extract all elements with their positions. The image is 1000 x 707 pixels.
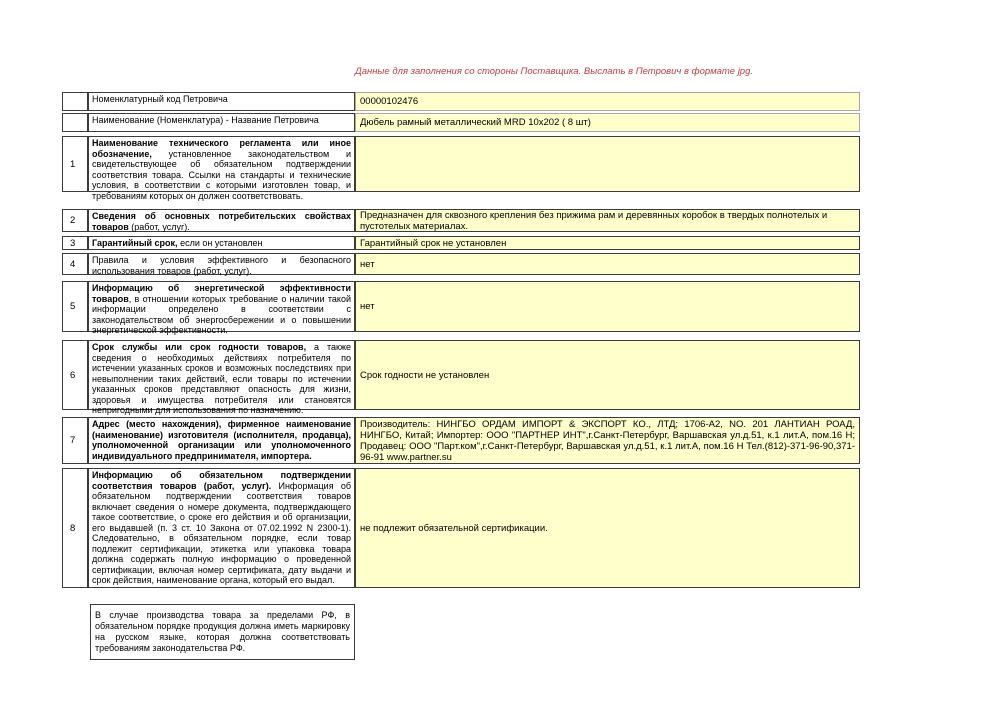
row-number-cell: 5 bbox=[62, 281, 88, 332]
value-field-consumer-properties[interactable] bbox=[355, 209, 860, 232]
row-label-bold: Адрес (место нахождения), фирменное наименование (наименование) изготовителя (исполнителя, продавца), уполномоченной организации или уполномоченного индивидуального предпринимателя, импортера. bbox=[92, 419, 351, 461]
row-usage-rules bbox=[62, 253, 860, 275]
value-text: нет bbox=[360, 258, 375, 270]
row-label-text: Номенклатурный код Петровича bbox=[92, 94, 228, 104]
row-conformity-confirmation bbox=[62, 468, 860, 588]
value-text: не подлежит обязательной сертификации. bbox=[360, 522, 548, 534]
value-text: Срок годности не установлен bbox=[360, 369, 490, 381]
value-text: нет bbox=[360, 301, 375, 312]
row-label-bold: Информацию об обязательном подтверждении соответствия товаров (работ, услуг). bbox=[92, 470, 351, 491]
row-label-bold: Гарантийный срок, bbox=[92, 238, 178, 248]
row-label bbox=[88, 281, 355, 335]
row-energy-efficiency bbox=[62, 281, 860, 335]
value-field-energy-efficiency[interactable] bbox=[355, 281, 860, 332]
row-warranty-period bbox=[62, 236, 860, 250]
row-label bbox=[88, 417, 355, 464]
row-number-cell: 4 bbox=[62, 253, 88, 275]
row-label-text: Правила и условия эффективного и безопасного использования товаров (работ, услуг). bbox=[92, 255, 351, 276]
row-label bbox=[88, 236, 355, 250]
value-field-technical-regulation[interactable] bbox=[355, 136, 860, 192]
row-label-bold: Наименование технического регламента или иное обозначение, bbox=[92, 138, 351, 159]
row-label-text: а также сведения о необходимых действиях потребителя по истечении указанных сроков и возможных последствиях при невыполнении таких действий, если товары по истечении указанных сроков представляют опасность для жизни, здоровья и имущества потребителя или становятся непригодными для использования по назначению. bbox=[92, 342, 352, 415]
value-text: Гарантийный срок не установлен bbox=[360, 237, 507, 249]
header-note: Данные для заполнения со стороны Поставщика. Выслать в Петрович в формате jpg. bbox=[355, 66, 754, 77]
value-field-product-name[interactable] bbox=[355, 113, 860, 132]
value-text: Производитель: НИНГБО ОРДАМ ИМПОРТ & ЭКСПОРТ КО., ЛТД; 1706-А2, NO. 201 ЛАНТИАН РОАД, НИНГБО, Китай; Импортер: ООО "ПАРТНЕР ИНТ",г.Санкт-Петербург, Варшавская ул.д.51, к.1 лит.А, пом.16 Н; Продавец: ООО "Парт.ком",г.Санкт-Петербург, Варшавская ул.д.51, к.1 лит.А, пом.16 Н Тел.(812)-371-96-90,371-96-91 www.partner.su bbox=[360, 418, 855, 463]
row-number-cell: 8 bbox=[62, 468, 88, 588]
value-field-service-life[interactable] bbox=[355, 340, 860, 410]
row-consumer-properties bbox=[62, 209, 860, 232]
value-field-nomenclature-code[interactable] bbox=[355, 92, 860, 111]
row-number-cell: 2 bbox=[62, 209, 88, 232]
row-technical-regulation bbox=[62, 136, 860, 201]
row-number-cell: 1 bbox=[62, 136, 88, 192]
row-label-text: , в отношении которых требование о наличии такой информации определено в соответствии с законодательством об энергосбережении и о повышении энергетической эффективности. bbox=[92, 293, 351, 335]
value-field-conformity-confirmation[interactable] bbox=[355, 468, 860, 588]
value-field-manufacturer-address[interactable] bbox=[355, 417, 860, 464]
row-label-bold: Сведения об основных потребительских свойствах товаров bbox=[92, 211, 351, 232]
row-nomenclature-code bbox=[62, 92, 860, 111]
row-number-cell: 3 bbox=[62, 236, 88, 250]
value-text: 00000102476 bbox=[360, 96, 419, 107]
row-number-cell bbox=[62, 92, 88, 111]
row-label-bold: Информацию об энергетической эффективности товаров bbox=[92, 283, 351, 304]
row-product-name bbox=[62, 113, 860, 132]
row-label-text: если он установлен bbox=[177, 238, 263, 248]
value-text: Дюбель рамный металлический MRD 10x202 ( 8 шт) bbox=[360, 117, 591, 128]
value-text: Предназначен для сквозного крепления без прижима рам и деревянных коробок в твердых полнотелых и пустотелых материалах. bbox=[360, 209, 828, 232]
row-label bbox=[88, 253, 355, 275]
row-label bbox=[88, 209, 355, 232]
row-service-life bbox=[62, 340, 860, 415]
row-label bbox=[88, 468, 355, 588]
row-manufacturer-address bbox=[62, 417, 860, 464]
row-label bbox=[88, 340, 355, 415]
row-label-text: Информация об обязательном подтверждении соответствия товаров включает сведения о номере документа, подтверждающего такое соответствие, о сроке его действия и об организации, его выдавшей (п. 3 ст. 10 Закона от 07.02.1992 N 2300-1). Следовательно, в обязательном порядке, если товар подлежит сертификации, этикетка или упаковка товара должна содержать полную информацию о проведенной сертификации, включая номер сертификата, дату выдачи и срок действия, наименование органа, который его выдал. bbox=[92, 480, 351, 585]
row-number-cell: 6 bbox=[62, 340, 88, 410]
row-label bbox=[88, 113, 355, 132]
row-label-bold: Срок службы или срок годности товаров, bbox=[92, 342, 307, 352]
row-label bbox=[88, 92, 355, 111]
row-label-text: Наименование (Номенклатура) - Название Петровича bbox=[92, 115, 319, 125]
value-field-usage-rules[interactable] bbox=[355, 253, 860, 275]
row-label bbox=[88, 136, 355, 201]
row-label-text: установленное законодательством и свидетельствующее об обязательном подтверждении соответствия товара. Ссылки на стандарты и технические условия, в соответствии с которыми изготовлен товар, и требованиям которых он должен соответствовать. bbox=[92, 148, 351, 201]
footer-note: В случае производства товара за пределами РФ, в обязательном порядке продукция должна иметь маркировку на русском языке, которая должна соответствовать требованиям законодательства РФ. bbox=[90, 604, 355, 660]
row-label-text: (работ, услуг). bbox=[128, 221, 190, 232]
row-number-cell bbox=[62, 113, 88, 132]
value-field-warranty-period[interactable] bbox=[355, 236, 860, 250]
row-number-cell: 7 bbox=[62, 417, 88, 464]
